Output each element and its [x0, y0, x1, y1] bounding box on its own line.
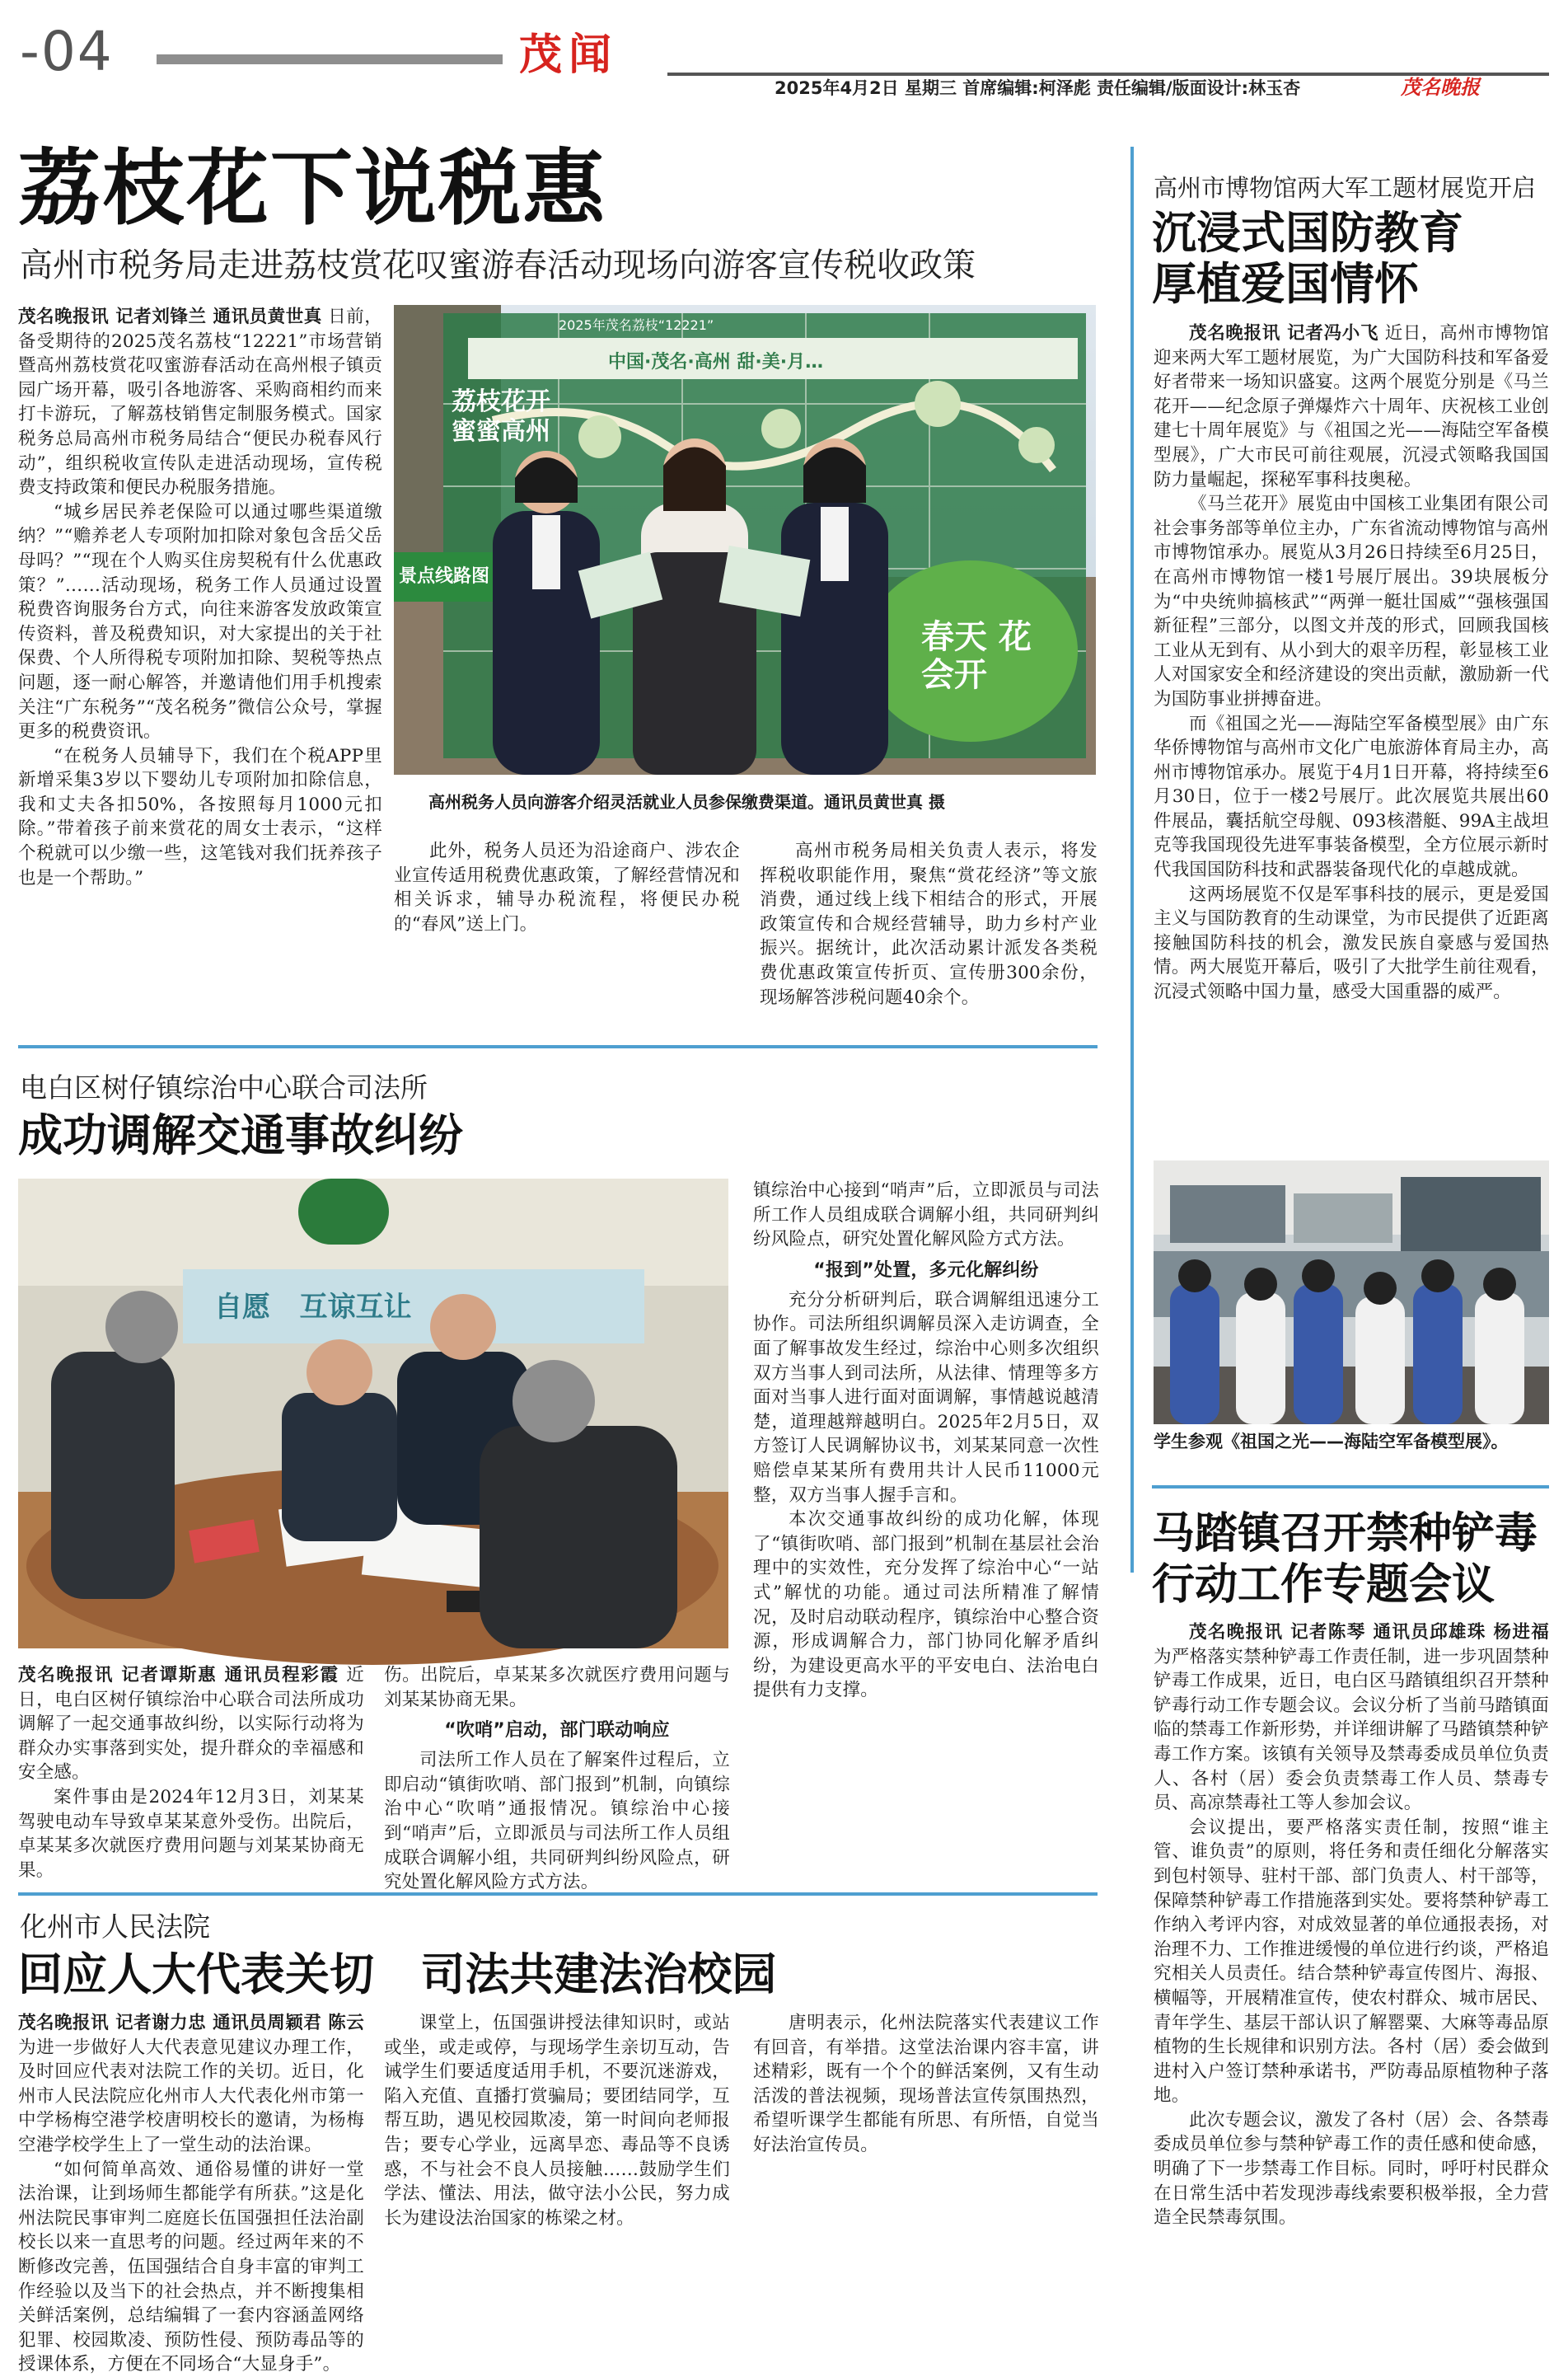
- photo-wall-text: 自愿 互谅互让: [214, 1291, 412, 1324]
- article2-para-3: 司法所工作人员在了解案件过程后，立即启动“镇街吹哨、部门报到”机制，向镇综治中心“吹哨”通报情况。镇综治中心接到“哨声”后，立即派员与司法所工作人员组成联合调解小组，共同研判纠纷风险点，研究处置化解风险方式方法。: [384, 1750, 730, 1893]
- article2-byline: 茂名晚报讯 记者谭斯惠 通讯员程彩霞: [18, 1665, 339, 1685]
- article3-kicker: 化州市人民法院: [20, 1911, 210, 1943]
- dateline: 2025年4月2日 星期三 首席编辑:柯泽彪 责任编辑/版面设计:林玉杏: [775, 78, 1301, 98]
- article1-col3: [760, 839, 1098, 1010]
- masthead-gray-rule: [157, 54, 503, 64]
- page-number: -04: [20, 20, 114, 83]
- article5-para-1: 茂名晚报讯 记者陈琴 通讯员邱雄珠 杨进福 为严格落实禁种铲毒工作责任制，进一步巩固禁种铲毒工作成果，近日，电白区马踏镇组织召开禁种铲毒行动工作专题会议。会议分析了当前马踏镇面临的禁毒工作新形势，并详细讲解了马踏镇禁种铲毒工作方案。该镇有关领导及禁毒委成员单位负责人、各村（居）委会负责禁毒工作人员、禁毒专员、高凉禁毒社工等人参加会议。: [1154, 1622, 1549, 1814]
- article1-col2: [394, 839, 740, 936]
- article5-title-2: 行动工作专题会议: [1152, 1560, 1495, 1610]
- article1-byline: 茂名晚报讯 记者刘锋兰 通讯员黄世真: [18, 307, 322, 327]
- divider-article1: [18, 1045, 1098, 1048]
- article3-col2: [384, 2011, 730, 2316]
- article5-body: [1154, 1620, 1549, 2321]
- article2-para-4: 充分分析研判后，联合调解组迅速分工协作。司法所组织调解员深入走访调查，全面了解事故发生经过，综治中心则多次组织双方当事人到司法所，从法律、情理等多方面对当事人进行面对面调解，事情越说越清楚，道理越辩越明白。2025年2月5日，双方签订人民调解协议书，刘某某同意一次性赔偿卓某某所有费用共计人民币11000元整，双方当事人握手言和。: [753, 1289, 1099, 1506]
- article1-para-3a: “在税务人员辅导下，我们在个税APP里新增采集3岁以下婴幼儿专项附加扣除信息，我和丈夫各扣50%，各按照每月1000元扣除。”带着孩子前来赏花的周女士表示，“这样个税就可以少缴一些，这笔钱对我们抚养孩子也是一个帮助。”: [18, 745, 382, 888]
- article2-col3: [753, 1179, 1099, 1703]
- article3-byline: 茂名晚报讯 记者谢力忠 通讯员周颖君 陈云: [18, 2013, 364, 2033]
- article5-para-3: 此次专题会议，激发了各村（居）会、各禁毒委成员单位参与禁种铲毒工作的责任感和使命感，明确了下一步禁毒工作目标。同时，呼吁村民群众在日常生活中若发现涉毒线索要积极举报，全力营造全民禁毒氛围。: [1154, 2109, 1549, 2229]
- article5-byline: 茂名晚报讯 记者陈琴 通讯员邱雄珠 杨进福: [1189, 1622, 1549, 1643]
- photo-sign-right: 春天 花会开: [921, 618, 1032, 694]
- article4-para-2: 《马兰花开》展览由中国核工业集团有限公司社会事务部等单位主办，广东省流动博物馆与高州市博物馆承办。展览从3月26日持续至6月25日，在高州市博物馆一楼1号展厅展出。39块展板分为“中央统帅搞核武”“两弹一艇壮国威”“强核强国新征程”三部分，以图文并茂的形式，回顾我国核工业从无到有、从小到大的艰辛历程，彰显核工业人对国家安全和经济建设的突出贡献，激励新一代为国防事业拼搏奋进。: [1154, 494, 1549, 710]
- photo-banner: 中国·茂名·高州 甜·美·月…: [608, 352, 824, 373]
- article3-para-2: “如何简单高效、通俗易懂的讲好一堂法治课，让到场师生都能学有所获。”这是化州法院民事审判二庭庭长伍国强担任法治副校长以来一直思考的问题。经过两年来的不断修改完善，伍国强结合自身丰富的审判工作经验以及当下的社会热点，并不断搜集相关鲜活案例，总结编辑了一套内容涵盖网络犯罪、校园欺凌、预防性侵、预防毒品等的授课体系，方便在不同场合“大显身手”。: [18, 2159, 364, 2375]
- article1-col1: [18, 305, 382, 888]
- article2-kicker: 电白区树仔镇综治中心联合司法所: [20, 1071, 428, 1104]
- article2-para-1: 茂名晚报讯 记者谭斯惠 通讯员程彩霞 近日，电白区树仔镇综治中心联合司法所成功调解了一起交通事故纠纷，以实际行动将为群众办实事落到实处，提升群众的幸福感和安全感。: [18, 1665, 364, 1784]
- article4-para-4: 这两场展览不仅是军事科技的展示，更是爱国主义与国防教育的生动课堂，为市民提供了近距离接触国防科技的机会，激发民族自豪感与爱国热情。两大展览开幕后，吸引了大批学生前往观看，沉浸式领略中国力量，感受大国重器的威严。: [1154, 884, 1549, 1003]
- article1-para-2: “城乡居民养老保险可以通过哪些渠道缴纳？”“赡养老人专项附加扣除对象包含岳父岳母吗？”“现在个人购买住房契税有什么优惠政策？”……活动现场，税务工作人员通过设置税费咨询服务台方式，向往来游客发放政策宣传资料，普及税费知识，对大家提出的关于社保费、个人所得税专项附加扣除、契税等热点问题，逐一耐心解答，并邀请他们用手机搜索关注“广东税务”“茂名税务”微信公众号，掌握更多的税费资讯。: [18, 501, 382, 743]
- article5-para-2: 会议提出，要严格落实责任制，按照“谁主管、谁负责”的原则，将任务和责任细化分解落实到包村领导、驻村干部、部门负责人、村干部等，保障禁种铲毒工作措施落到实处。要将禁种铲毒工作纳入考评内容，对成效显著的单位通报表扬，对治理不力、工作推进缓慢的单位进行约谈，严格追究相关人员责任。结合禁种铲毒宣传图片、海报、横幅等，开展精准宣传，使农村群众、城市居民、青年学生、基层干部认识了解罂粟、大麻等毒品原植物的生长规律和识别方法。各村（居）委会做到进村入户签订禁种承诺书，严防毒品原植物种子落地。: [1154, 1817, 1549, 2107]
- article4-body: [1154, 321, 1549, 1005]
- article2-subheading-2: “报到”处置，多元化解纠纷: [813, 1259, 1039, 1281]
- photo-sign-left: 荔枝花开 蜜蜜高州: [452, 387, 550, 446]
- divider-article4: [1152, 1485, 1549, 1489]
- article4-caption: 学生参观《祖国之光——海陆空军备模型展》。: [1154, 1432, 1509, 1451]
- article3-para-4: 唐明表示，化州法院落实代表建议工作有回音，有举措。这堂法治课内容丰富，讲述精彩，既有一个个的鲜活案例，又有生动活泼的普法视频，现场普法宣传氛围热烈，希望听课学生都能有所思、有所悟，自觉当好法治宣传员。: [753, 2013, 1099, 2155]
- article4-photo: [1154, 1160, 1549, 1424]
- article2-subheading-1: “吹哨”启动，部门联动响应: [444, 1720, 670, 1742]
- article4-title-2: 厚植爱国情怀: [1152, 258, 1419, 310]
- article2-photo: [18, 1179, 728, 1648]
- section-label: 茂闻: [519, 30, 619, 80]
- paper-logo: 茂名晚报: [1401, 75, 1480, 99]
- lychee-festival-photo: [394, 305, 1096, 775]
- museum-students-photo: [1154, 1160, 1549, 1424]
- article2-para-5: 本次交通事故纠纷的成功化解，体现了“镇街吹哨、部门报到”机制在基层社会治理中的实效性，充分发挥了综治中心“一站式”解忧的功能。通过司法所精准了解情况，及时启动联动程序，镇综治中心整合资源，形成调解合力，部门协同化解矛盾纠纷，为建设更高水平的平安电白、法治电白提供有力支撑。: [753, 1509, 1099, 1701]
- article2-para-2: 案件事由是2024年12月3日，刘某某驾驶电动车导致卓某某意外受伤。出院后，卓某某多次就医疗费用问题与刘某某协商无果。: [18, 1786, 364, 1881]
- article3-para-1: 茂名晚报讯 记者谢力忠 通讯员周颖君 陈云 为进一步做好人大代表意见建议办理工作，及时回应代表对法院工作的关切。近日，化州市人民法院应化州市人大代表化州市第一中学杨梅空港学校唐明校长的邀请，为杨梅空港学校学生上了一堂生动的法治课。: [18, 2013, 364, 2155]
- article1-para-4: 此外，税务人员还为沿途商户、涉农企业宣传适用税费优惠政策，了解经营情况和相关诉求，辅导办税流程，将便民办税的“春风”送上门。: [394, 841, 740, 935]
- article4-kicker: 高州市博物馆两大军工题材展览开启: [1154, 174, 1537, 202]
- article1-caption: 高州税务人员向游客介绍灵活就业人员参保缴费渠道。通讯员黄世真 摄: [428, 792, 945, 812]
- article3-title: 回应人大代表关切 司法共建法治校园: [18, 1948, 777, 2000]
- article4-para-1: 茂名晚报讯 记者冯小飞 近日，高州市博物馆迎来两大军工题材展览，为广大国防科技和军备爱好者带来一场知识盛宴。这两个展览分别是《马兰花开——纪念原子弹爆炸六十周年、庆祝核工业创建七十周年展览》与《祖国之光——海陆空军备模型展》，广大市民可前往观展，沉浸式领略我国国防力量崛起，探秘军事科技奥秘。: [1154, 323, 1550, 490]
- article2-para-3-tail: 镇综治中心接到“哨声”后，立即派员与司法所工作人员组成联合调解小组，共同研判纠纷风险点，研究处置化解风险方式方法。: [753, 1180, 1099, 1250]
- article4-byline: 茂名晚报讯 记者冯小飞: [1189, 323, 1379, 344]
- mediation-room-photo: [18, 1179, 728, 1648]
- article2-para-2-tail: 伤。出院后，卓某某多次就医疗费用问题与刘某某协商无果。: [384, 1665, 730, 1710]
- divider-article2: [18, 1892, 1098, 1896]
- article3-col3: [753, 2011, 1099, 2316]
- article4-para-3: 而《祖国之光——海陆空军备模型展》由广东华侨博物馆与高州市文化广电旅游体育局主办，高州市博物馆承办。展览于4月1日开幕，将持续至6月30日，位于一楼2号展厅。此次展览共展出60件展品，囊括航空母舰、093核潜艇、99A主战坦克等我国现役先进军事装备模型，全方位展示新时代我国国防科技和武器装备现代化的卓越成就。: [1154, 713, 1549, 881]
- article3-col1: [18, 2011, 364, 2375]
- article1-title: 荔枝花下说税惠: [18, 140, 606, 237]
- article1-subtitle: 高州市税务局走进荔枝赏花叹蜜游春活动现场向游客宣传税收政策: [20, 246, 976, 284]
- article3-para-3: 课堂上，伍国强讲授法律知识时，或站或坐，或走或停，与现场学生亲切互动，告诫学生们要适度适用手机，不要沉迷游戏，陷入充值、直播打赏骗局；要团结同学，互帮互助，遇见校园欺凌，第一时间向老师报告；要专心学业，远离旱恋、毒品等不良诱惑，不与社会不良人员接触……鼓励学生们学法、懂法、用法，做守法小公民，努力成长为建设法治国家的栋梁之材。: [384, 2013, 730, 2229]
- article1-photo: [394, 305, 1096, 775]
- article2-title: 成功调解交通事故纠纷: [18, 1109, 463, 1161]
- masthead: [0, 0, 1568, 107]
- article4-title-1: 沉浸式国防教育: [1152, 207, 1463, 259]
- article2-col2: [384, 1663, 730, 1893]
- article1-para-1: 茂名晚报讯 记者刘锋兰 通讯员黄世真 日前，备受期待的2025茂名荔枝“12221”市场营销暨高州荔枝赏花叹蜜游春活动在高州根子镇贡园广场开幕，吸引各地游客、采购商相约而来打卡游玩，了解荔枝销售定制服务模式。国家税务总局高州市税务局结合“便民办税春风行动”，组织税收宣传队走进活动现场，宣传税费支持政策和便民办税服务措施。: [18, 307, 382, 499]
- article1-para-5: 高州市税务局相关负责人表示，将发挥税收职能作用，聚焦“赏花经济”等文旅消费，通过线上线下相结合的形式，开展政策宣传和合规经营辅导，助力乡村产业振兴。据统计，此次活动累计派发各类税费优惠政策宣传折页、宣传册300余份，现场解答涉税问题40余个。: [760, 841, 1098, 1008]
- photo-sign-route: 景点线路图: [399, 566, 490, 587]
- right-column-rule: [1130, 147, 1134, 1573]
- photo-sign-top: 2025年茂名荔枝“12221”: [559, 317, 714, 333]
- article2-col1: [18, 1663, 364, 1881]
- article5-title-1: 马踏镇召开禁种铲毒: [1152, 1509, 1538, 1559]
